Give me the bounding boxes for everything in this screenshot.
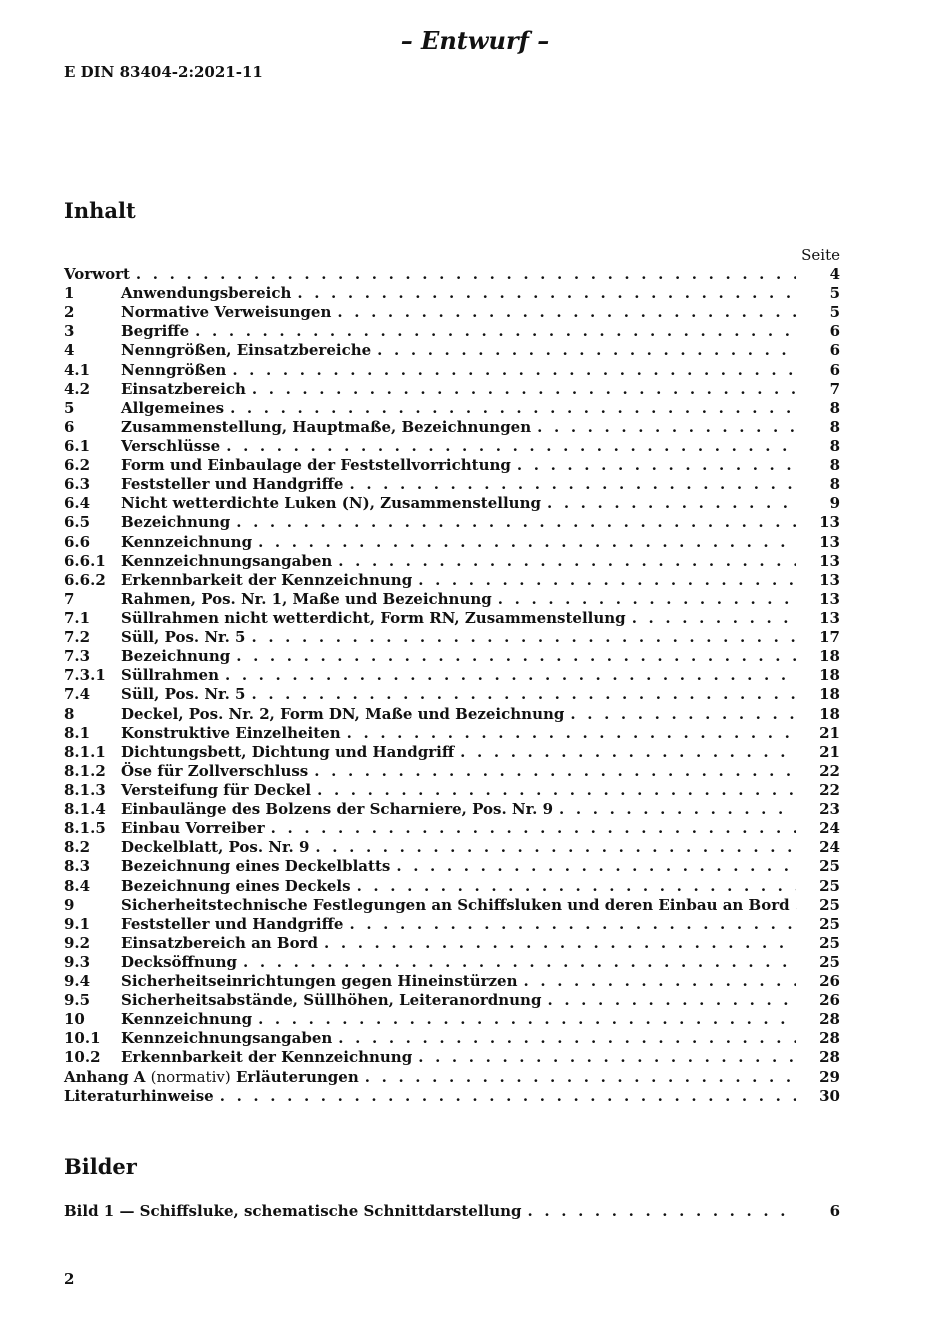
toc-page-number: 29 (819, 1067, 840, 1086)
toc-title: Literaturhinweise (64, 1086, 214, 1105)
toc-page-number: 13 (819, 513, 840, 532)
toc-title: Vorwort (64, 265, 130, 283)
leader-dots (418, 1048, 796, 1067)
leader-dots (314, 762, 796, 781)
toc-row[interactable] (64, 953, 840, 972)
toc-section-number: 6.6 (64, 532, 91, 551)
toc-section-number: 8.1.1 (64, 742, 106, 761)
contents-heading: Inhalt (64, 198, 136, 223)
leader-dots (258, 1010, 796, 1029)
toc-section-number: 9.2 (64, 933, 91, 952)
leader-dots (528, 1202, 796, 1221)
toc-title: Kennzeichnungsangaben (121, 1029, 333, 1048)
toc-section-number: 6.2 (64, 456, 91, 475)
toc-page-number: 26 (819, 972, 840, 991)
toc-annex-title (64, 1068, 359, 1087)
toc-section-number: 8.1.3 (64, 780, 106, 799)
toc-row[interactable] (64, 494, 840, 513)
toc-row[interactable] (64, 838, 840, 857)
toc-section-number: 10.1 (64, 1029, 101, 1048)
leader-dots (226, 437, 796, 456)
list-of-figures (64, 1202, 840, 1221)
toc-section-number: 8 (64, 704, 75, 723)
toc-page-number: 13 (819, 551, 840, 570)
toc-page-number: 28 (819, 1010, 840, 1029)
toc-page-number: 25 (819, 895, 840, 914)
leader-dots (559, 800, 796, 819)
toc-section-number: 4 (64, 341, 75, 360)
toc-page-number: 26 (819, 991, 840, 1010)
toc-page-number: 13 (819, 570, 840, 589)
toc-title: Einbaulänge des Bolzens der Scharniere, Pos. Nr. 9 (121, 800, 554, 819)
toc-page-number: 5 (829, 284, 840, 303)
annex-qualifier: (normativ) (150, 1067, 231, 1086)
toc-section-number: 8.1.5 (64, 819, 106, 838)
toc-section-number: 10 (64, 1010, 85, 1029)
toc-row[interactable] (64, 590, 840, 609)
leader-dots (297, 284, 796, 303)
toc-page-number: 25 (819, 952, 840, 971)
toc-section-number: 6.3 (64, 475, 91, 494)
toc-row[interactable] (64, 857, 840, 876)
leader-dots (338, 1029, 796, 1048)
figure-row[interactable] (64, 1202, 840, 1221)
leader-dots (632, 609, 796, 628)
toc-section-number: 10.2 (64, 1048, 101, 1067)
toc-row[interactable] (64, 284, 840, 303)
toc-page-number: 25 (819, 933, 840, 952)
leader-dots (324, 934, 796, 953)
toc-page-number: 25 (819, 876, 840, 895)
toc-row[interactable] (64, 1010, 840, 1029)
toc-title: Nenngrößen (121, 360, 227, 379)
toc-row[interactable] (64, 475, 840, 494)
toc-row[interactable] (64, 265, 840, 284)
toc-page-number: 13 (819, 532, 840, 551)
toc-row[interactable] (64, 666, 840, 685)
toc-page-number: 6 (829, 322, 840, 341)
toc-title: Versteifung für Deckel (121, 780, 312, 799)
toc-row[interactable] (64, 972, 840, 991)
toc-page-number: 24 (819, 819, 840, 838)
toc-title: Verschlüsse (121, 436, 221, 455)
toc-title: Kennzeichnung (121, 532, 253, 551)
toc-title: Normative Verweisungen (121, 303, 332, 322)
toc-row[interactable] (64, 437, 840, 456)
toc-title: Einsatzbereich an Bord (121, 933, 319, 952)
toc-title: Kennzeichnung (121, 1010, 253, 1029)
toc-page-number: 6 (829, 341, 840, 360)
table-of-contents (64, 246, 840, 1106)
toc-title: Dichtungsbett, Dichtung und Handgriff (121, 742, 455, 761)
toc-row[interactable] (64, 628, 840, 647)
toc-section-number: 8.1.2 (64, 761, 106, 780)
toc-page-number: 28 (819, 1048, 840, 1067)
toc-row[interactable] (64, 533, 840, 552)
toc-row[interactable] (64, 1029, 840, 1048)
toc-row[interactable] (64, 800, 840, 819)
toc-section-number: 2 (64, 303, 75, 322)
toc-section-number: 7.1 (64, 608, 91, 627)
toc-page-number: 8 (829, 417, 840, 436)
toc-section-number: 7.2 (64, 628, 91, 647)
toc-section-number: 5 (64, 398, 75, 417)
toc-title: Sicherheitstechnische Festlegungen an Schiffsluken und deren Einbau an Bord (121, 895, 790, 914)
toc-section-number: 7 (64, 589, 75, 608)
toc-row[interactable] (64, 743, 840, 762)
leader-dots (236, 647, 796, 666)
leader-dots (377, 341, 796, 360)
toc-section-number: 6.1 (64, 436, 91, 455)
toc-row[interactable] (64, 781, 840, 800)
toc-title: Kennzeichnungsangaben (121, 551, 333, 570)
toc-row-annex[interactable] (64, 1068, 840, 1087)
toc-section-number: 1 (64, 284, 75, 303)
leader-dots (338, 552, 796, 571)
toc-title: Bezeichnung (121, 513, 231, 532)
toc-page-number: 28 (819, 1029, 840, 1048)
toc-row[interactable] (64, 341, 840, 360)
toc-title: Bezeichnung (121, 647, 231, 666)
leader-dots (460, 743, 796, 762)
toc-title: Anwendungsbereich (121, 284, 292, 303)
leader-dots (547, 991, 796, 1010)
toc-title: Deckelblatt, Pos. Nr. 9 (121, 838, 310, 857)
toc-page-number: 6 (829, 360, 840, 379)
leader-dots (418, 571, 796, 590)
leader-dots (570, 705, 796, 724)
toc-row[interactable] (64, 915, 840, 934)
toc-row[interactable] (64, 896, 840, 915)
toc-row[interactable] (64, 705, 840, 724)
toc-page-number: 18 (819, 685, 840, 704)
draft-label: – Entwurf – (400, 26, 550, 55)
toc-page-number: 8 (829, 456, 840, 475)
toc-page-number: 8 (829, 436, 840, 455)
toc-title: Nenngrößen, Einsatzbereiche (121, 341, 372, 360)
toc-entries (64, 265, 840, 1068)
toc-section-number: 8.3 (64, 857, 91, 876)
toc-title: Öse für Zollverschluss (121, 761, 309, 780)
leader-dots (195, 322, 796, 341)
toc-section-number: 8.4 (64, 876, 91, 895)
leader-dots (349, 915, 796, 934)
leader-dots (225, 666, 796, 685)
toc-title: Süll, Pos. Nr. 5 (121, 628, 246, 647)
toc-row[interactable] (64, 647, 840, 666)
annex-title: Erläuterungen (235, 1067, 359, 1086)
toc-section-number: 9.4 (64, 972, 91, 991)
toc-page-number: 8 (829, 475, 840, 494)
toc-title: Sicherheitsabstände, Süllhöhen, Leiteranordnung (121, 991, 542, 1010)
toc-section-number: 7.3.1 (64, 666, 106, 685)
toc-page-number: 8 (829, 398, 840, 417)
toc-row[interactable] (64, 380, 840, 399)
leader-dots (136, 265, 796, 284)
leader-dots (230, 399, 796, 418)
toc-page-number: 24 (819, 838, 840, 857)
toc-row[interactable] (64, 513, 840, 532)
toc-page-number: 25 (819, 914, 840, 933)
toc-row[interactable] (64, 762, 840, 781)
toc-title: Rahmen, Pos. Nr. 1, Maße und Bezeichnung (121, 589, 492, 608)
leader-dots (547, 494, 796, 513)
leader-dots (236, 513, 796, 532)
leader-dots (232, 361, 796, 380)
toc-title: Erkennbarkeit der Kennzeichnung (121, 570, 413, 589)
toc-row[interactable] (64, 399, 840, 418)
toc-section-number: 3 (64, 322, 75, 341)
toc-section-number: 7.3 (64, 647, 91, 666)
annex-prefix: Anhang A (64, 1067, 146, 1086)
leader-dots (317, 781, 796, 800)
toc-page-number: 17 (819, 628, 840, 647)
toc-row[interactable] (64, 418, 840, 437)
leader-dots (357, 877, 796, 896)
toc-section-number: 6.4 (64, 494, 91, 513)
toc-title: Decksöffnung (121, 952, 238, 971)
leader-dots (243, 953, 796, 972)
toc-title: Einsatzbereich (121, 379, 246, 398)
toc-row[interactable] (64, 303, 840, 322)
toc-row[interactable] (64, 609, 840, 628)
document-id: E DIN 83404-2:2021-11 (64, 63, 263, 81)
leader-dots (365, 1068, 796, 1087)
leader-dots (498, 590, 796, 609)
toc-page-number: 18 (819, 666, 840, 685)
leader-dots (396, 857, 796, 876)
toc-section-number: 8.2 (64, 838, 91, 857)
toc-section-number: 9 (64, 895, 75, 914)
toc-title: Zusammenstellung, Hauptmaße, Bezeichnungen (121, 417, 532, 436)
figure-title: Bild 1 — Schiffsluke, schematische Schnittdarstellung (64, 1202, 522, 1220)
leader-dots (347, 724, 796, 743)
toc-section-number: 6.6.1 (64, 551, 106, 570)
toc-title: Nicht wetterdichte Luken (N), Zusammenstellung (121, 494, 541, 513)
leader-dots (251, 628, 796, 647)
page-column-label: Seite (801, 246, 840, 264)
toc-section-number: 9.1 (64, 914, 91, 933)
toc-section-number: 6.6.2 (64, 570, 106, 589)
toc-row[interactable] (64, 456, 840, 475)
toc-page-number: 23 (819, 800, 840, 819)
toc-title: Süllrahmen nicht wetterdicht, Form RN, Zusammenstellung (121, 608, 626, 627)
toc-page-number: 9 (829, 494, 840, 513)
leader-dots (315, 838, 796, 857)
toc-section-number: 4.1 (64, 360, 91, 379)
figures-heading: Bilder (64, 1154, 137, 1179)
toc-title: Allgemeines (121, 398, 225, 417)
toc-title: Feststeller und Handgriffe (121, 475, 344, 494)
toc-page-number: 13 (819, 608, 840, 627)
toc-title: Einbau Vorreiber (121, 819, 265, 838)
toc-page-number: 18 (819, 647, 840, 666)
leader-dots (337, 303, 796, 322)
toc-title: Bezeichnung eines Deckelblatts (121, 857, 391, 876)
toc-row[interactable] (64, 571, 840, 590)
toc-row[interactable] (64, 724, 840, 743)
toc-title: Feststeller und Handgriffe (121, 914, 344, 933)
toc-title: Deckel, Pos. Nr. 2, Form DN, Maße und Bezeichnung (121, 704, 565, 723)
toc-section-number: 9.3 (64, 952, 91, 971)
toc-row[interactable] (64, 552, 840, 571)
toc-section-number: 4.2 (64, 379, 91, 398)
toc-title: Begriffe (121, 322, 190, 341)
toc-page-number: 5 (829, 303, 840, 322)
toc-page-number: 30 (819, 1086, 840, 1105)
toc-row[interactable] (64, 877, 840, 896)
toc-title: Süll, Pos. Nr. 5 (121, 685, 246, 704)
leader-dots (251, 685, 796, 704)
toc-row[interactable] (64, 685, 840, 704)
toc-row[interactable] (64, 361, 840, 380)
toc-page-number: 21 (819, 742, 840, 761)
leader-dots (349, 475, 796, 494)
leader-dots (537, 418, 796, 437)
leader-dots (271, 819, 796, 838)
toc-section-number: 8.1.4 (64, 800, 106, 819)
toc-row[interactable] (64, 322, 840, 341)
toc-page-number: 25 (819, 857, 840, 876)
toc-title: Erkennbarkeit der Kennzeichnung (121, 1048, 413, 1067)
toc-title: Form und Einbaulage der Feststellvorrichtung (121, 456, 511, 475)
toc-page-number: 18 (819, 704, 840, 723)
toc-section-number: 7.4 (64, 685, 91, 704)
leader-dots (252, 380, 796, 399)
leader-dots (517, 456, 796, 475)
toc-section-number: 8.1 (64, 723, 91, 742)
toc-section-number: 6.5 (64, 513, 91, 532)
toc-row[interactable] (64, 934, 840, 953)
figure-page-number: 6 (829, 1202, 840, 1220)
page-number: 2 (64, 1270, 75, 1288)
toc-title: Sicherheitseinrichtungen gegen Hineinstürzen (121, 972, 518, 991)
toc-title: Süllrahmen (121, 666, 219, 685)
toc-row[interactable] (64, 819, 840, 838)
leader-dots (524, 972, 797, 991)
toc-title: Bezeichnung eines Deckels (121, 876, 351, 895)
toc-row[interactable] (64, 991, 840, 1010)
toc-title: Konstruktive Einzelheiten (121, 723, 341, 742)
toc-page-number: 13 (819, 589, 840, 608)
toc-section-number: 6 (64, 417, 75, 436)
toc-page-number: 21 (819, 723, 840, 742)
toc-page-number: 22 (819, 761, 840, 780)
toc-page-number: 7 (829, 379, 840, 398)
toc-row-bibliography[interactable] (64, 1087, 840, 1106)
leader-dots (220, 1087, 796, 1106)
toc-page-number: 22 (819, 780, 840, 799)
toc-page-number: 4 (829, 265, 840, 283)
toc-row[interactable] (64, 1048, 840, 1067)
toc-section-number: 9.5 (64, 991, 91, 1010)
leader-dots (258, 533, 796, 552)
